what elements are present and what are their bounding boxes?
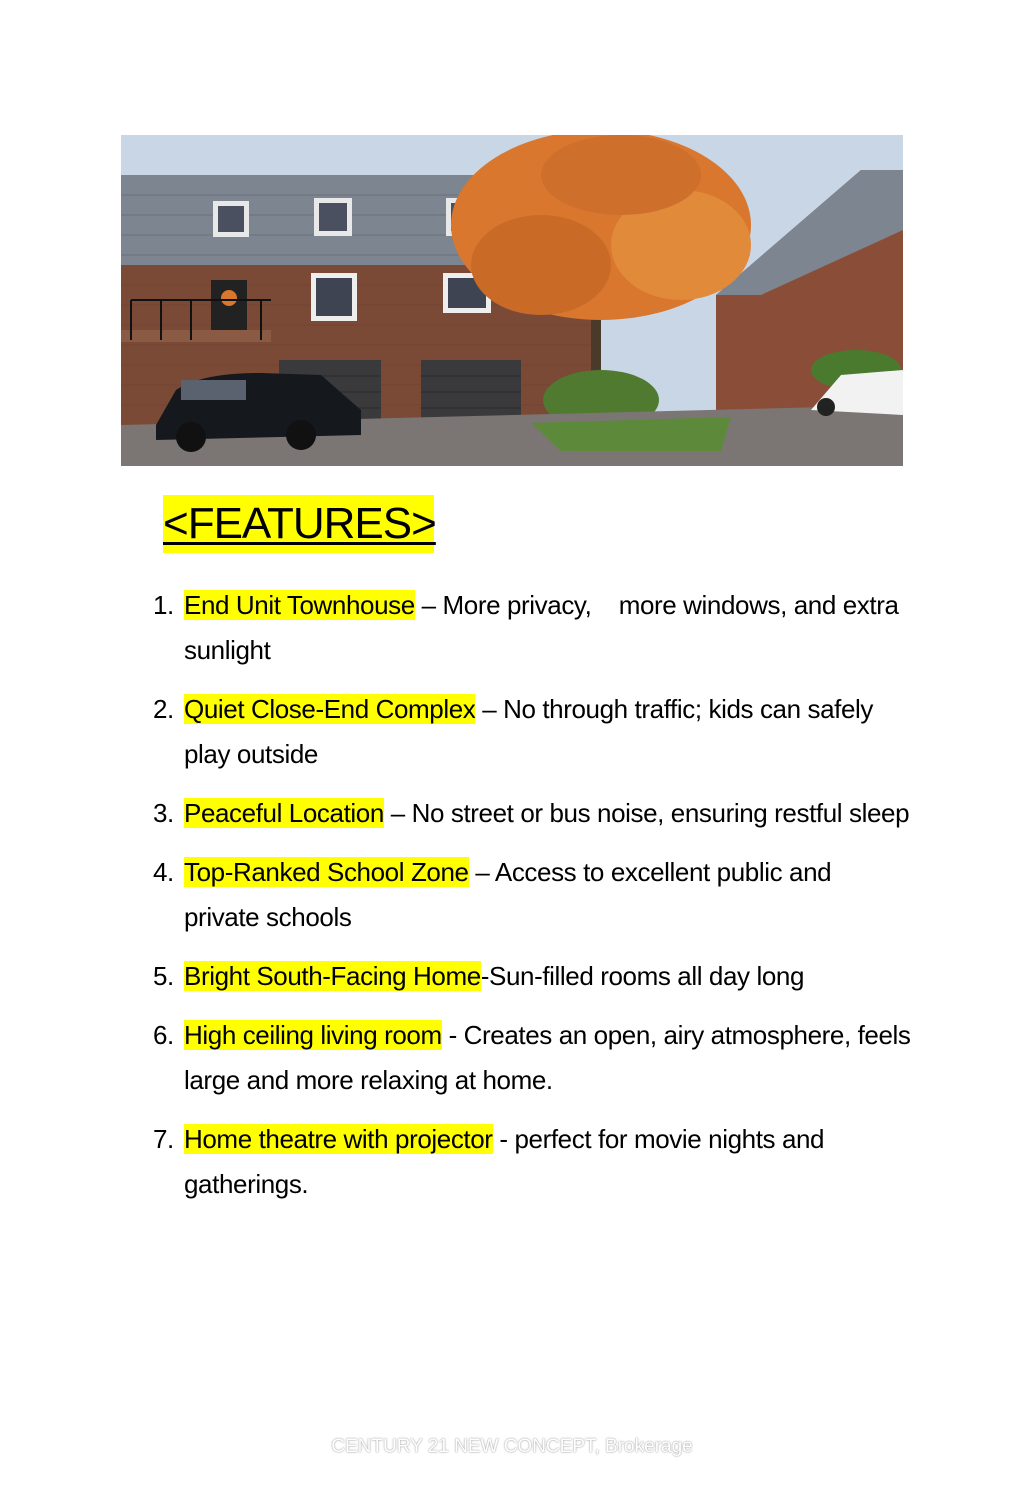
feature-item-2	[153, 687, 913, 777]
feature-item-6	[153, 1013, 913, 1103]
features-heading: <FEATURES>	[163, 495, 434, 553]
features-list	[153, 583, 913, 1221]
feature-number: 3.	[153, 798, 174, 828]
feature-description: – More privacy, more windows, and extra sunlight	[184, 590, 906, 665]
feature-item-4	[153, 850, 913, 940]
feature-highlight: Peaceful Location	[184, 798, 384, 828]
feature-highlight: End Unit Townhouse	[184, 590, 415, 620]
feature-number: 6.	[153, 1020, 174, 1050]
feature-item-3	[153, 791, 913, 836]
feature-description: -Sun-filled rooms all day long	[480, 961, 805, 991]
feature-description: - Creates an open, airy atmosphere, feels large and more relaxing at home.	[184, 1020, 911, 1095]
feature-number: 2.	[153, 694, 174, 724]
feature-highlight: Top-Ranked School Zone	[184, 857, 469, 887]
feature-number: 4.	[153, 857, 174, 887]
feature-number: 7.	[153, 1124, 174, 1154]
feature-description: - perfect for movie nights and gatherings.	[184, 1124, 825, 1199]
feature-highlight: Quiet Close-End Complex	[184, 694, 476, 724]
feature-description: – No through traffic; kids can safely play outside	[184, 694, 874, 769]
feature-highlight: Bright South-Facing Home	[184, 961, 481, 991]
feature-item-7	[153, 1117, 913, 1207]
feature-item-5	[153, 954, 913, 999]
feature-description: – Access to excellent public and private schools	[184, 857, 832, 932]
feature-description: – No street or bus noise, ensuring restful sleep	[383, 798, 910, 828]
feature-item-1	[153, 583, 913, 673]
feature-highlight: Home theatre with projector	[184, 1124, 493, 1154]
brokerage-watermark: CENTURY 21 NEW CONCEPT, Brokerage	[331, 1436, 693, 1457]
feature-highlight: High ceiling living room	[184, 1020, 442, 1050]
feature-number: 5.	[153, 961, 174, 991]
house-photo	[121, 135, 903, 466]
feature-number: 1.	[153, 590, 174, 620]
